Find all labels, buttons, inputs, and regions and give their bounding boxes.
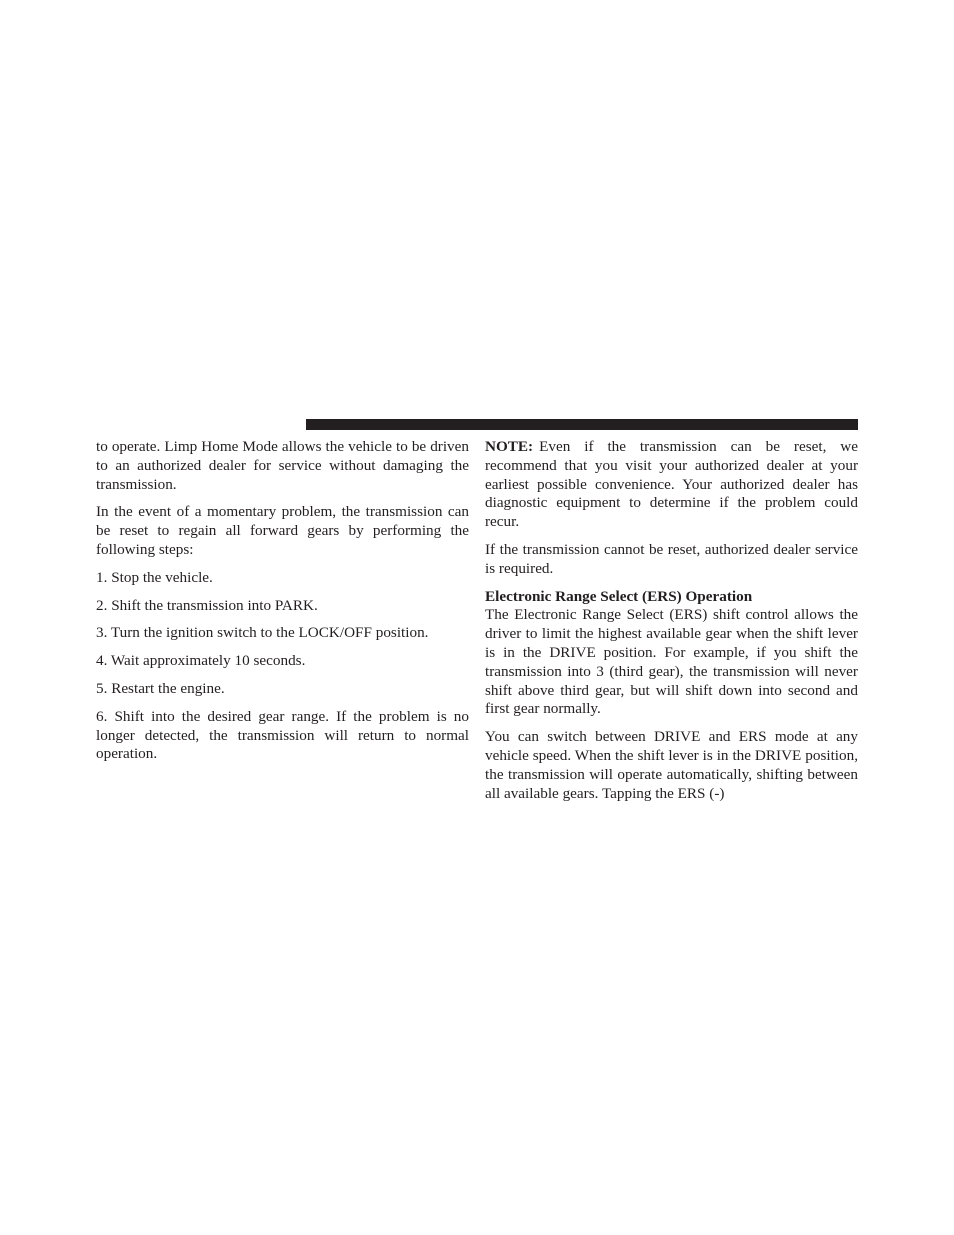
right-column [485,438,858,803]
note-paragraph [485,438,858,532]
reset-required-paragraph: If the transmission cannot be reset, authorized dealer service is required. [485,540,858,577]
step-1: 1. Stop the vehicle. [96,568,213,586]
note-label: NOTE: [485,438,534,455]
step-4: 4. Wait approximately 10 seconds. [96,652,306,670]
ers-description-paragraph: The Electronic Range Select (ERS) shift control allows the driver to limit the highest available gear when the shift lever is in the DRIVE position. For example, if you shift the transmission into 3 (third gear), the transmission will never shift above third gear, but will shift down into second and first gear normally. [485,606,858,718]
step-6: 6. Shift into the desired gear range. If the problem is no longer detected, the transmission will return to normal operation. [96,707,469,763]
note-text: Even if the transmission can be reset, we recommend that you visit your authorized dealer at your earliest possible convenience. Your authorized dealer has diagnostic equipment to determine if the problem could recur. [485,438,858,531]
step-3: 3. Turn the ignition switch to the LOCK/OFF position. [96,624,429,642]
limp-home-paragraph: to operate. Limp Home Mode allows the vehicle to be driven to an authorized dealer for service without damaging the transmission. [96,438,469,493]
section-heading: Electronic Range Select (ERS) Operation [485,587,753,605]
left-column [96,438,469,773]
step-2: 2. Shift the transmission into PARK. [96,596,318,614]
header-rule [306,419,858,430]
reset-intro-paragraph: In the event of a momentary problem, the transmission can be reset to regain all forward gears by performing the following steps: [96,503,469,558]
step-5: 5. Restart the engine. [96,679,225,697]
ers-mode-paragraph: You can switch between DRIVE and ERS mode at any vehicle speed. When the shift lever is in the DRIVE position, the transmission will operate automatically, shifting between all available gears. Tapping the ERS (-) [485,728,858,802]
